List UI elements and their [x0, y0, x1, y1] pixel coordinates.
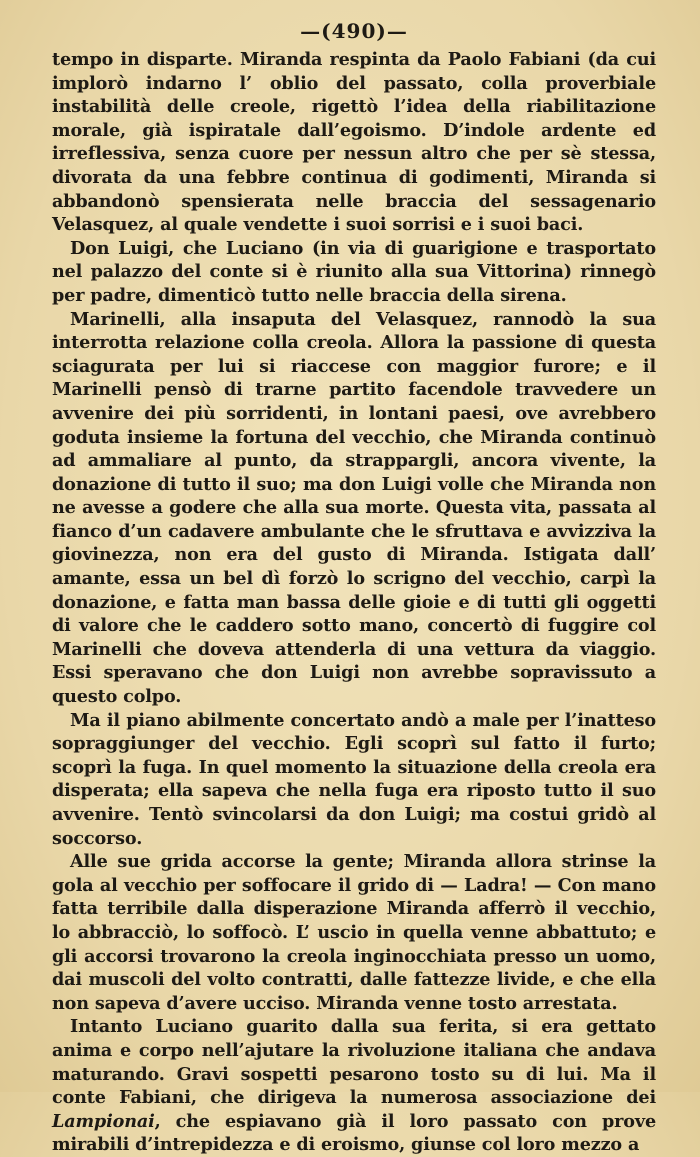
paragraph: Alle sue grida accorse la gente; Miranda allora strinse la gola al vecchio per soffocare il grido di — Ladra! — Con mano fatta terribile dalla disperazione Miranda afferrò il vecchio, lo abbracciò, lo soffocò. L’ uscio in quella venne abbattuto; e gli accorsi trovarono la creola inginocchiata presso un uomo, dai muscoli del volto contratti, dalle fattezze livide, e che ella non sapeva d’avere ucciso. Miranda venne tosto arrestata.: [52, 851, 656, 1014]
body-text: [52, 48, 656, 1157]
paragraph: Marinelli, alla insaputa del Velasquez, rannodò la sua interrotta relazione colla creola. Allora la passione di questa sciagurata per lui si riaccese con maggior furore; e il Marinelli pensò di trarne partito facendole travvedere un avvenire dei più sorridenti, in lontani paesi, ove avrebbero goduta insieme la fortuna del vecchio, che Miranda continuò ad ammaliare al punto, da strappargli, ancora vivente, la donazione di tutto il suo; ma don Luigi volle che Miranda non ne avesse a godere che alla sua morte. Questa vita, passata al fianco d’un cadavere ambulante che le sfruttava e avvizziva la giovinezza, non era del gusto di Miranda. Istigata dall’ amante, essa un bel dì forzò lo scrigno del vecchio, carpì la donazione, e fatta man bassa delle gioie e di tutti gli oggetti di valore che le caddero sotto mano, concertò di fuggire col Marinelli che doveva attenderla di una vettura da viaggio. Essi speravano che don Luigi non avrebbe sopravissuto a questo colpo.: [52, 308, 656, 708]
paragraph: Intanto Luciano guarito dalla sua ferita, si era gettato anima e corpo nell’ajutare la rivoluzione italiana che andava maturando. Gravi sospetti pesarono tosto su di lui. Ma il conte Fabiani, che dirigeva la numerosa associazione dei Lampionai, che espiavano già il loro passato con prove mirabili d’intrepidezza e di eroismo, giunse col loro mezzo a: [52, 1016, 656, 1156]
emphasis: Lampionai: [52, 1110, 155, 1132]
paragraph: Don Luigi, che Luciano (in via di guarigione e trasportato nel palazzo del conte si è riunito alla sua Vittorina) rinnegò per padre, dimenticò tutto nelle braccia della sirena.: [52, 237, 656, 306]
paragraph: tempo in disparte. Miranda respinta da Paolo Fabiani (da cui implorò indarno l’ oblio del passato, colla proverbiale instabilità delle creole, rigettò l’idea della riabilitazione morale, già ispiratale dall’egoismo. D’indole ardente ed irreflessiva, senza cuore per nessun altro che per sè stessa, divorata da una febbre continua di godimenti, Miranda si abbandonò spensierata nelle braccia del sessagenario Velasquez, al quale vendette i suoi sorrisi e i suoi baci.: [52, 49, 656, 236]
paragraph: Ma il piano abilmente concertato andò a male per l’inatteso sopraggiunger del vecchio. Egli scoprì sul fatto il furto; scoprì la fuga. In quel momento la situazione della creola era disperata; ella sapeva che nella fuga era riposto tutto il suo avvenire. Tentò svincolarsi da don Luigi; ma costui gridò al soccorso.: [52, 709, 656, 849]
page-number: —(490)—: [300, 19, 408, 43]
